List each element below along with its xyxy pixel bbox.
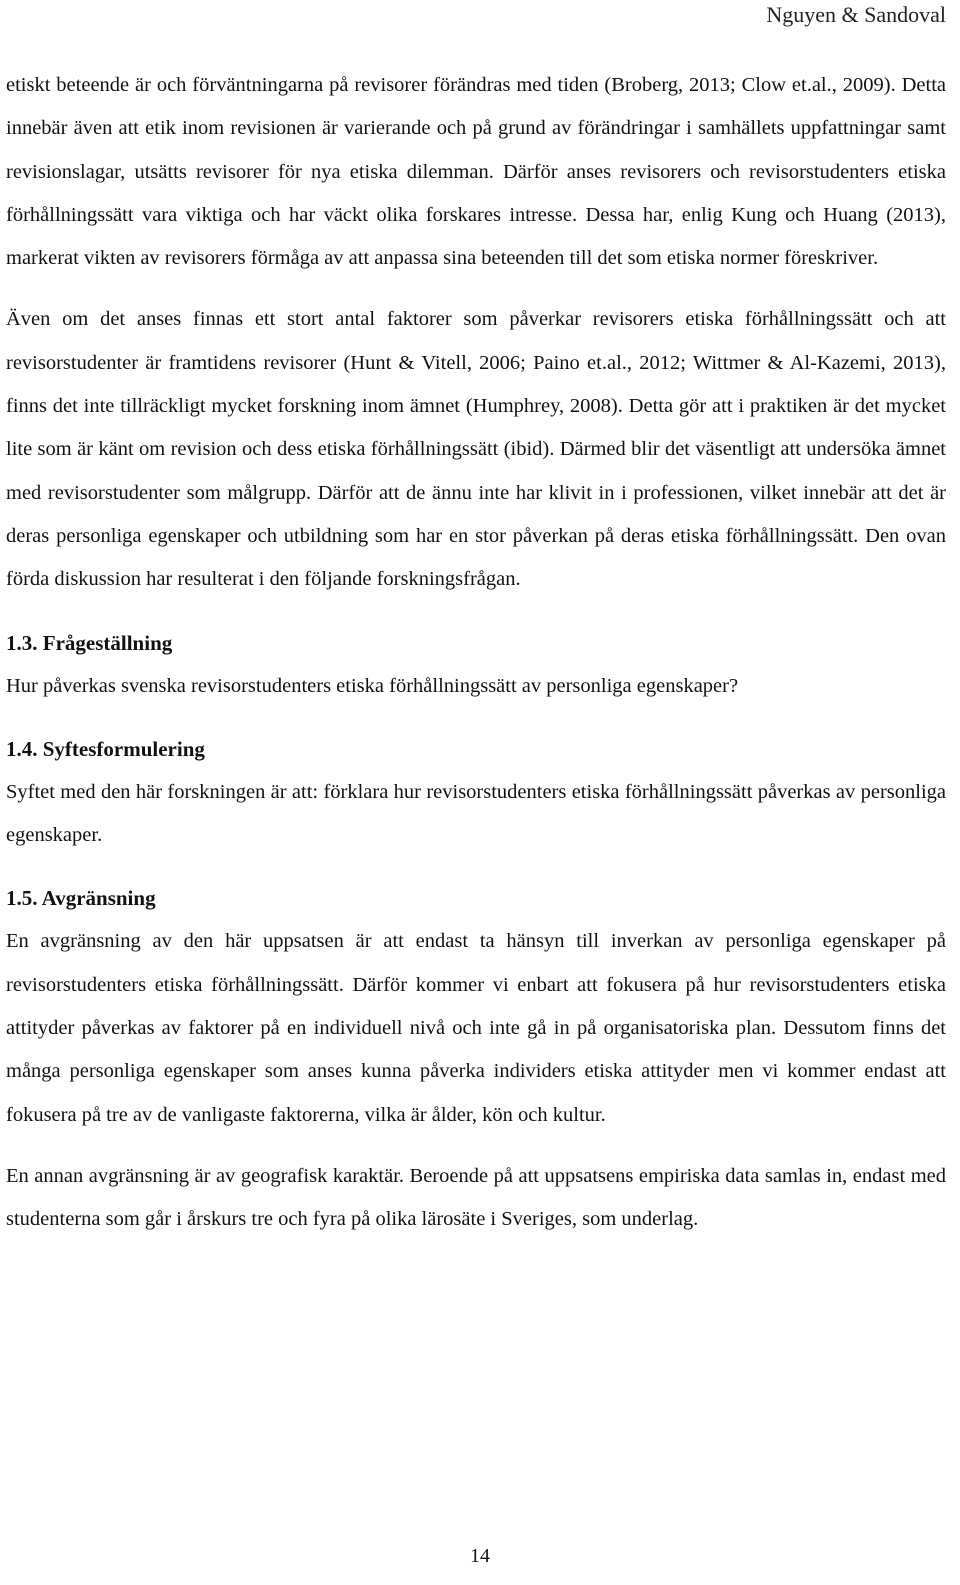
section-paragraph: En avgränsning av den här uppsatsen är att endast ta hänsyn till inverkan av personliga egenskaper på revisorstudenters etiska förhållningssätt. Därför kommer vi enbart att fokusera på hur revisorstudenters etiska attityder påverkas av faktorer på en individuell nivå och inte gå in på organisatoriska plan. Dessutom finns det många personliga egenskaper som anses kunna påverka individers etiska attityder men vi kommer endast att fokusera på tre av de vanligaste faktorerna, vilka är ålder, kön och kultur. [6, 930, 946, 1126]
section-paragraph: Syftet med den här forskningen är att: förklara hur revisorstudenters etiska förhållningssätt påverkas av personliga egenskaper. [6, 780, 946, 847]
running-head: Nguyen & Sandoval [766, 2, 946, 27]
section-heading-fragestallning: 1.3. Frågeställning [6, 630, 173, 655]
section-heading-syftesformulering: 1.4. Syftesformulering [6, 736, 205, 761]
body-paragraph: Även om det anses finnas ett stort antal faktorer som påverkar revisorers etiska förhållningssätt och att revisorstudenter är framtidens revisorer (Hunt & Vitell, 2006; Paino et.al., 2012; Wittmer & Al-Kazemi, 2013), finns det inte tillräckligt mycket forskning inom ämnet (Humphrey, 2008). Detta gör att i praktiken är det mycket lite som är känt om revision och dess etiska förhållningssätt (ibid). Därmed blir det väsentligt att undersöka ämnet med revisorstudenter som målgrupp. Därför att de ännu inte har klivit in i professionen, vilket innebär att det är deras personliga egenskaper och utbildning som har en stor påverkan på deras etiska förhållningssätt. Den ovan förda diskussion har resulterat i den följande forskningsfrågan. [6, 308, 946, 591]
page-number: 14 [470, 1545, 490, 1567]
section-paragraph: En annan avgränsning är av geografisk karaktär. Beroende på att uppsatsens empiriska data samlas in, endast med studenterna som går i årskurs tre och fyra på olika lärosäte i Sveriges, som underlag. [6, 1164, 946, 1231]
section-paragraph: Hur påverkas svenska revisorstudenters etiska förhållningssätt av personliga egenskaper? [6, 674, 739, 697]
section-heading-avgransning: 1.5. Avgränsning [6, 886, 156, 911]
body-paragraph: etiskt beteende är och förväntningarna på revisorer förändras med tiden (Broberg, 2013; Clow et.al., 2009). Detta innebär även att etik inom revisionen är varierande och på grund av förändringar i samhällets uppfattningar samt revisionslagar, utsätts revisorer för nya etiska dilemman. Därför anses revisorers och revisorstudenters etiska förhållningssätt vara viktiga och har väckt olika forskares intresse. Dessa har, enlig Kung och Huang (2013), markerat vikten av revisorers förmåga av att anpassa sina beteenden till det som etiska normer föreskriver. [6, 74, 946, 270]
page-body [6, 64, 946, 1242]
